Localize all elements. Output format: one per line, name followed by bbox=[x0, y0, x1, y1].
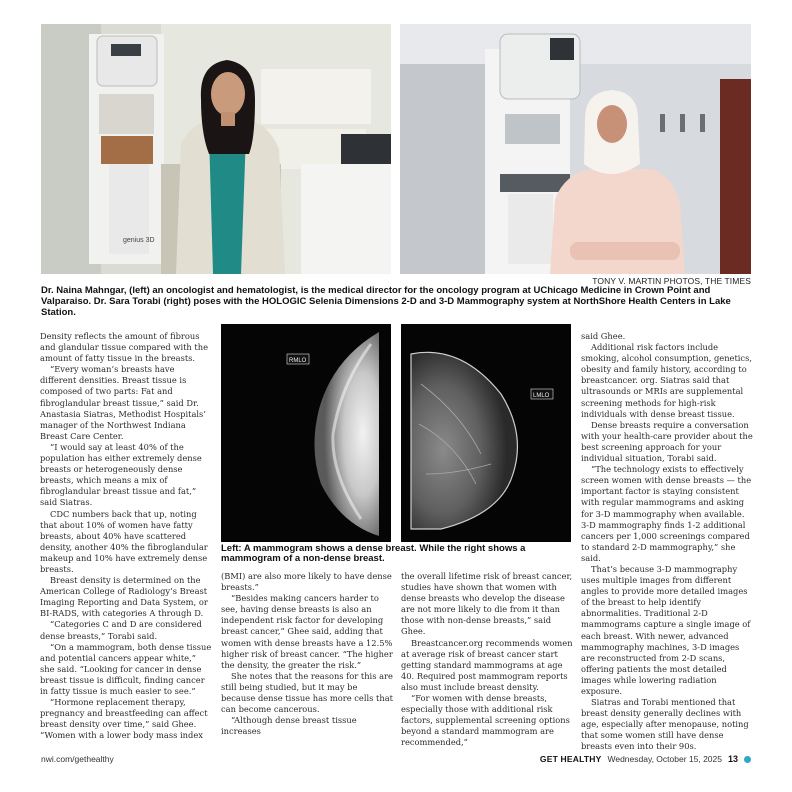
article-column-3 bbox=[401, 571, 573, 749]
paragraph: “On a mammogram, both dense tissue and potential cancers appear white,” she said. “Looking for cancer in dense breast tissue is difficult, finding cancer in fatty tissue is much easier to see.” bbox=[40, 641, 212, 696]
mammogram-non-dense bbox=[401, 324, 571, 542]
paragraph: “I would say at least 40% of the population has either extremely dense breasts or heterogeneously dense breasts, which means a mix of fibroglandular breast tissue and fat,” said Siatras. bbox=[40, 441, 202, 508]
photo-credit: TONY V. MARTIN PHOTOS, THE TIMES bbox=[592, 276, 751, 286]
paragraph: (BMI) are also more likely to have dense breasts.” bbox=[221, 571, 392, 593]
mammogram-view-marker: RMLO bbox=[289, 358, 307, 364]
paragraph: “For women with dense breasts, especially those with additional risk factors, supplemental screening options beyond a standard mammogram are recommended,” bbox=[401, 693, 570, 748]
paragraph: “Categories C and D are considered dense breasts,” Torabi said. bbox=[40, 619, 202, 641]
paragraph: Density reflects the amount of fibrous and glandular tissue compared with the amount of fatty tissue in the breasts. bbox=[40, 331, 208, 364]
mammogram-non-dense-illustration bbox=[401, 324, 571, 542]
article-column-4 bbox=[581, 331, 753, 753]
paragraph: Breastcancer.org recommends women at average risk of breast cancer start getting standard mammograms at age 40. Required post mammogram reports also must include breast density. bbox=[401, 637, 573, 692]
paragraph: Additional risk factors include smoking, alcohol consumption, genetics, obesity and family history, according to breastcancer. org. Siatras said that ultrasounds or MRIs are supplemental screening methods for high-risk individuals with dense breast tissue. bbox=[581, 342, 752, 419]
footer-date: Wednesday, October 15, 2025 bbox=[607, 754, 722, 764]
mammogram-dense bbox=[221, 324, 391, 542]
mammogram-view-marker: LMLO bbox=[533, 393, 550, 399]
mammogram-dense-illustration bbox=[221, 324, 391, 542]
paragraph: Siatras and Torabi mentioned that breast density generally declines with age, especially after menopause, noting that some women still have dense breasts even into their 90s. bbox=[581, 697, 749, 752]
machine-brand-label: genius 3D bbox=[123, 237, 155, 244]
page-footer bbox=[41, 754, 751, 768]
page-number: 13 bbox=[727, 754, 738, 764]
footer-section: GET HEALTHY bbox=[539, 754, 602, 764]
paragraph: “Every woman’s breasts have different densities. Breast tissue is composed of two parts: Fat and fibroglandular breast tissue,” said Dr. Anastasia Siatras, Methodist Hospitals’ manager of the Northwest Indiana Breast Care Center. bbox=[40, 364, 206, 441]
paragraph: Breast density is determined on the American College of Radiology’s Breast Imaging Reporting and Data System, or BI-RADS, with categories A through D. bbox=[40, 575, 208, 619]
paragraph: Dense breasts require a conversation with your health-care provider about the best screening approach for your individual situation, Torabi said. bbox=[581, 419, 753, 464]
photo-dr-mahngar bbox=[41, 24, 391, 274]
photo-dr-torabi bbox=[400, 24, 751, 274]
paragraph: “Hormone replacement therapy, pregnancy and breastfeeding can affect breast density over time,” said Ghee. “Women with a lower body mass index bbox=[40, 697, 208, 741]
paragraph: the overall lifetime risk of breast cancer, studies have shown that women with dense breasts who develop the disease are not more likely to die from it than those with non-dense breasts,” said Ghee. bbox=[401, 571, 573, 637]
footer-right bbox=[540, 754, 751, 764]
paragraph: She notes that the reasons for this are still being studied, but it may be because dense tissue has more cells that can become cancerous. bbox=[221, 670, 394, 715]
mammogram-caption: Left: A mammogram shows a dense breast. While the right shows a mammogram of a non-dense breast. bbox=[221, 543, 526, 565]
photo-caption: Dr. Naina Mahngar, (left) an oncologist and hematologist, is the medical director for the oncology program at UChicago Medicine in Crown Point and Valparaiso. Dr. Sara Torabi (right) poses with the HOLOGIC Selenia Dimensions 2-D and 3-D Mammography system at NorthShore Health Centers in Lake Station. bbox=[41, 285, 731, 318]
photo-left-illustration bbox=[41, 24, 391, 274]
paragraph: “Besides making cancers harder to see, having dense breasts is also an independent risk factor for developing breast cancer,” Ghee said, adding that women with dense breasts have a 12.5% higher risk of breast cancer. “The higher the density, the greater the risk.” bbox=[221, 593, 393, 670]
paragraph: “The technology exists to effectively screen women with dense breasts — the important factor is staying consistent with regular mammograms and asking for 3-D mammography when available. 3-D mammography finds 1-2 additional cancers per 1,000 screenings compared to standard 2-D mammography,” she said. bbox=[581, 464, 752, 563]
paragraph: “Although dense breast tissue increases bbox=[221, 715, 357, 737]
accent-dot-icon bbox=[744, 756, 751, 763]
paragraph: said Ghee. bbox=[581, 331, 626, 341]
paragraph: That’s because 3-D mammography uses multiple images from different angles to provide more detailed images of the breast to help identify abnormalities. Traditional 2-D mammograms capture a single image of each breast. With newer, advanced mammography machines, 3-D images are reconstructed from 2-D scans, offering patients the most detailed images while lowering radiation exposure. bbox=[581, 563, 751, 696]
paragraph: CDC numbers back that up, noting that about 10% of women have fatty breasts, about 40% have scattered density, another 40% the fibroglandular makeup and 10% have extremely dense breasts. bbox=[40, 508, 208, 574]
article-column-1 bbox=[40, 331, 212, 741]
footer-url[interactable]: nwi.com/gethealthy bbox=[41, 754, 114, 764]
photo-right-illustration bbox=[400, 24, 751, 274]
article-column-2 bbox=[221, 571, 393, 737]
